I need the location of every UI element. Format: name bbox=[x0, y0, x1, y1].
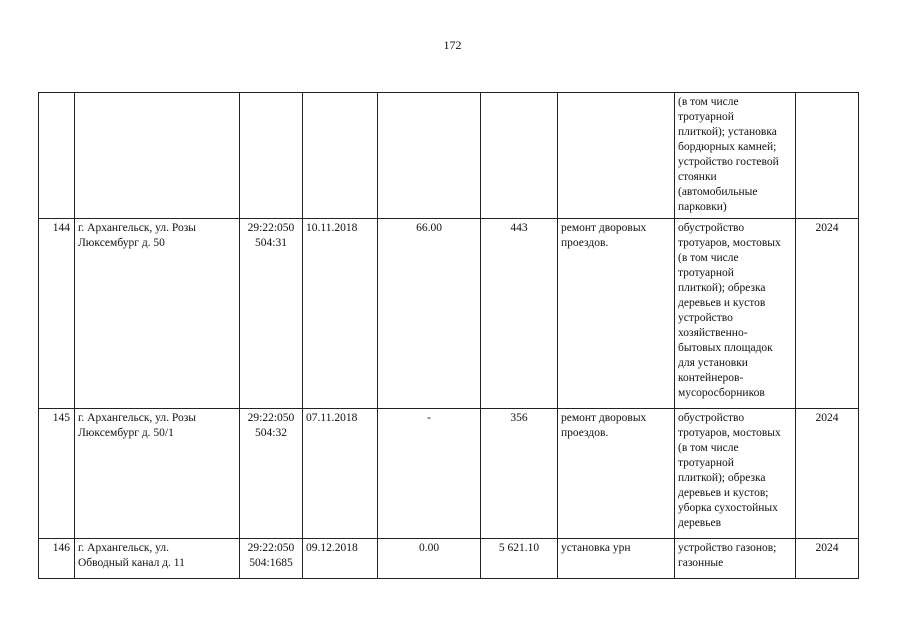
area-cell: 66.00 bbox=[378, 219, 481, 409]
measures-cell: обустройство тротуаров, мостовых (в том числе тротуарной плиткой); обрезка деревьев и кустов; уборка сухостойных деревьев bbox=[675, 409, 796, 539]
address-cell: г. Архангельск, ул. Обводный канал д. 11 bbox=[75, 539, 240, 579]
table-row bbox=[39, 93, 859, 219]
amount-cell: 443 bbox=[481, 219, 558, 409]
area-cell bbox=[378, 93, 481, 219]
work-type-cell: установка урн bbox=[558, 539, 675, 579]
page-number: 172 bbox=[443, 38, 462, 52]
date-cell bbox=[303, 93, 378, 219]
cadastral-cell bbox=[240, 93, 303, 219]
row-number-cell: 145 bbox=[39, 409, 75, 539]
date-cell: 09.12.2018 bbox=[303, 539, 378, 579]
cadastral-cell: 29:22:050 504:1685 bbox=[240, 539, 303, 579]
amount-cell: 5 621.10 bbox=[481, 539, 558, 579]
year-cell: 2024 bbox=[796, 409, 859, 539]
address-cell: г. Архангельск, ул. Розы Люксембург д. 50 bbox=[75, 219, 240, 409]
work-type-cell: ремонт дворовых проездов. bbox=[558, 409, 675, 539]
amount-cell: 356 bbox=[481, 409, 558, 539]
table-row bbox=[39, 219, 859, 409]
table-row bbox=[39, 409, 859, 539]
address-cell: г. Архангельск, ул. Розы Люксембург д. 50/1 bbox=[75, 409, 240, 539]
table-row bbox=[39, 539, 859, 579]
address-cell bbox=[75, 93, 240, 219]
measures-cell: (в том числе тротуарной плиткой); установка бордюрных камней; устройство гостевой стоянки (автомобильные парковки) bbox=[675, 93, 796, 219]
row-number-cell: 144 bbox=[39, 219, 75, 409]
cadastral-cell: 29:22:050 504:31 bbox=[240, 219, 303, 409]
area-cell: - bbox=[378, 409, 481, 539]
year-cell: 2024 bbox=[796, 539, 859, 579]
work-type-cell bbox=[558, 93, 675, 219]
improvement-table bbox=[38, 92, 859, 579]
measures-cell: обустройство тротуаров, мостовых (в том числе тротуарной плиткой); обрезка деревьев и кустов устройство хозяйственно- бытовых площадок для установки контейнеров- мусоросборников bbox=[675, 219, 796, 409]
date-cell: 10.11.2018 bbox=[303, 219, 378, 409]
measures-cell: устройство газонов; газонные bbox=[675, 539, 796, 579]
year-cell: 2024 bbox=[796, 219, 859, 409]
row-number-cell: 146 bbox=[39, 539, 75, 579]
year-cell bbox=[796, 93, 859, 219]
row-number-cell bbox=[39, 93, 75, 219]
amount-cell bbox=[481, 93, 558, 219]
area-cell: 0.00 bbox=[378, 539, 481, 579]
date-cell: 07.11.2018 bbox=[303, 409, 378, 539]
cadastral-cell: 29:22:050 504:32 bbox=[240, 409, 303, 539]
work-type-cell: ремонт дворовых проездов. bbox=[558, 219, 675, 409]
